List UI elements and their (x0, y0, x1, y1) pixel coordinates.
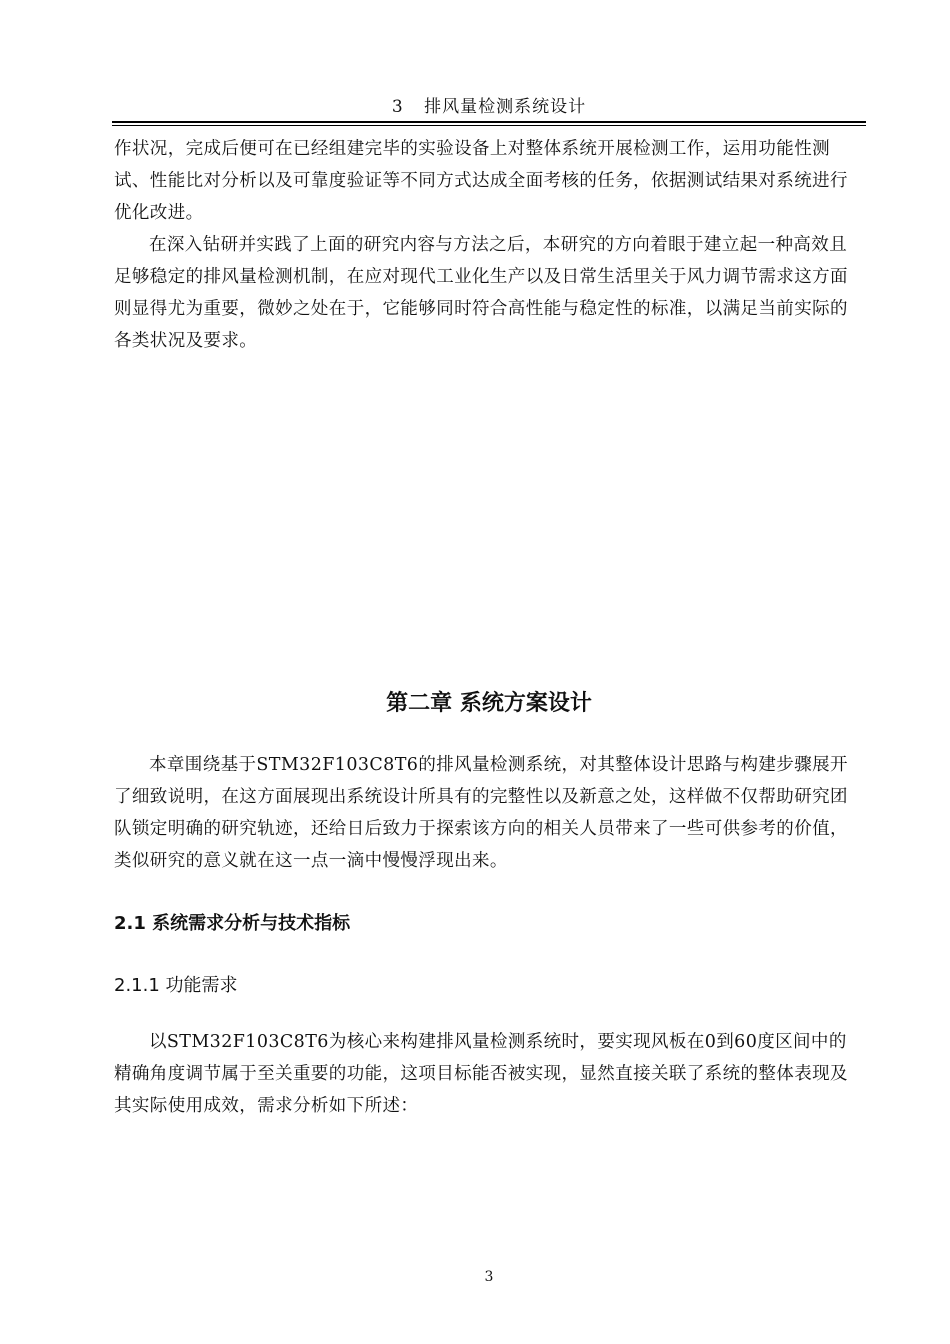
header-title: 排风量检测系统设计 (424, 97, 587, 117)
section-heading: 2.1 系统需求分析与技术指标 (114, 913, 351, 934)
header-rule-thick (112, 121, 866, 123)
header-page-number: 3 (391, 97, 404, 117)
page-footer-number: 3 (484, 1269, 494, 1285)
paragraph-function-requirements: 以STM32F103C8T6为核心来构建排风量检测系统时，要实现风板在0到60度区间中的精确角度调节属于至关重要的功能，这项目标能否被实现，显然直接关联了系统的整体表现及其实际使用成效，需求分析如下所述： (114, 1032, 848, 1116)
subsection-heading: 2.1.1 功能需求 (114, 975, 238, 996)
header-rule-thin (112, 125, 866, 126)
paragraph-chapter-intro: 本章围绕基于STM32F103C8T6的排风量检测系统，对其整体设计思路与构建步骤展开了细致说明，在这方面展现出系统设计所具有的完整性以及新意之处，这样做不仅帮助研究团队锁定明确的研究轨迹，还给日后致力于探索该方向的相关人员带来了一些可供参考的价值，类似研究的意义就在这一点一滴中慢慢浮现出来。 (114, 755, 848, 871)
page-header (112, 92, 866, 117)
paragraph-continued: 作状况，完成后便可在已经组建完毕的实验设备上对整体系统开展检测工作，运用功能性测试、性能比对分析以及可靠度验证等不同方式达成全面考核的任务，依据测试结果对系统进行优化改进。 (114, 139, 848, 223)
paragraph-research-direction: 在深入钻研并实践了上面的研究内容与方法之后，本研究的方向着眼于建立起一种高效且足够稳定的排风量检测机制，在应对现代工业化生产以及日常生活里关于风力调节需求这方面则显得尤为重要，微妙之处在于，它能够同时符合高性能与稳定性的标准，以满足当前实际的各类状况及要求。 (114, 235, 848, 351)
chapter-title: 第二章 系统方案设计 (386, 691, 592, 716)
